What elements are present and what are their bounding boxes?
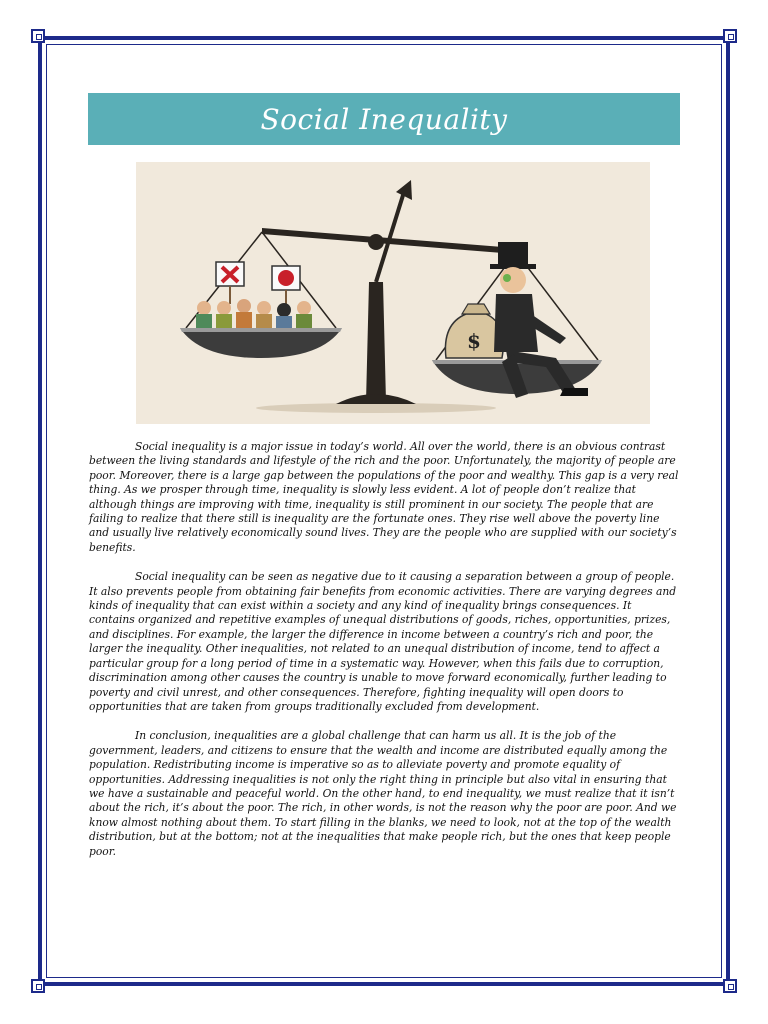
left-pan-rim bbox=[180, 328, 342, 332]
scale-base bbox=[336, 394, 416, 404]
corner-ornament bbox=[31, 29, 45, 43]
corner-ornament bbox=[31, 979, 45, 993]
scale-illustration bbox=[136, 162, 650, 424]
protesting-crowd bbox=[196, 262, 312, 328]
scale-pillar bbox=[366, 282, 386, 402]
corner-ornament bbox=[723, 979, 737, 993]
left-pan bbox=[180, 328, 342, 358]
balance-scale-drawing bbox=[136, 162, 650, 424]
paragraph: Social inequality can be seen as negative due to it causing a separation between a group of people. It also prevents people from obtaining fair benefits from economic activities. There are varying degrees and kinds of inequality that can exist within a society and any kind of inequality brings consequences. It contains organized and repetitive examples of unequal distributions of goods, riches, opportunities, prizes, and disciplines. For example, the larger the difference in income between a country’s rich and poor, the larger the inequality. Other inequalities, not related to an unequal distribution of income, tend to affect a particular group for a long period of time in a systematic way. However, when this fails due to corruption, discrimination among other causes the country is unable to move forward economically, further leading to poverty and civil unrest, and other consequences. Therefore, fighting inequality will open doors to opportunities that are taken from groups traditionally excluded from development. bbox=[89, 570, 677, 713]
document-title: Social Inequality bbox=[260, 102, 508, 136]
ground-shadow bbox=[256, 403, 496, 413]
corner-ornament bbox=[723, 29, 737, 43]
paragraph: Social inequality is a major issue in today’s world. All over the world, there is an obvious contrast between the living standards and lifestyle of the rich and the poor. Unfortunately, the majority of people are poor. Moreover, there is a large gap between the populations of the poor and wealthy. This gap is a very real thing. As we prosper through time, inequality is slowly less evident. A lot of people don’t realize that although things are improving with time, inequality is still prominent in our society. The people that are failing to realize that there still is inequality are the fortunate ones. They rise well above the poverty line and usually live relatively economically sound lives. They are the people who are supplied with our society’s benefits. bbox=[89, 440, 679, 554]
dollar-icon: $ bbox=[467, 329, 481, 353]
scale-pivot bbox=[368, 234, 384, 250]
title-banner bbox=[88, 93, 680, 145]
article-body bbox=[89, 440, 679, 874]
paragraph: In conclusion, inequalities are a global challenge that can harm us all. It is the job of the government, leaders, and citizens to ensure that the wealth and income are distributed equally among the population. Redistributing income is imperative so as to alleviate poverty and promote equality of opportunities. Addressing inequalities is not only the right thing in principle but also vital in ensuring that we have a sustainable and peaceful world. On the other hand, to end inequality, we must realize that it isn’t about the rich, it’s about the poor. The rich, in other words, is not the reason why the poor are poor. And we know almost nothing about them. To start filling in the blanks, we need to look, not at the top of the wealth distribution, but at the bottom; not at the inequalities that make people rich, but the ones that keep people poor. bbox=[89, 729, 677, 858]
scale-beam bbox=[262, 228, 516, 254]
